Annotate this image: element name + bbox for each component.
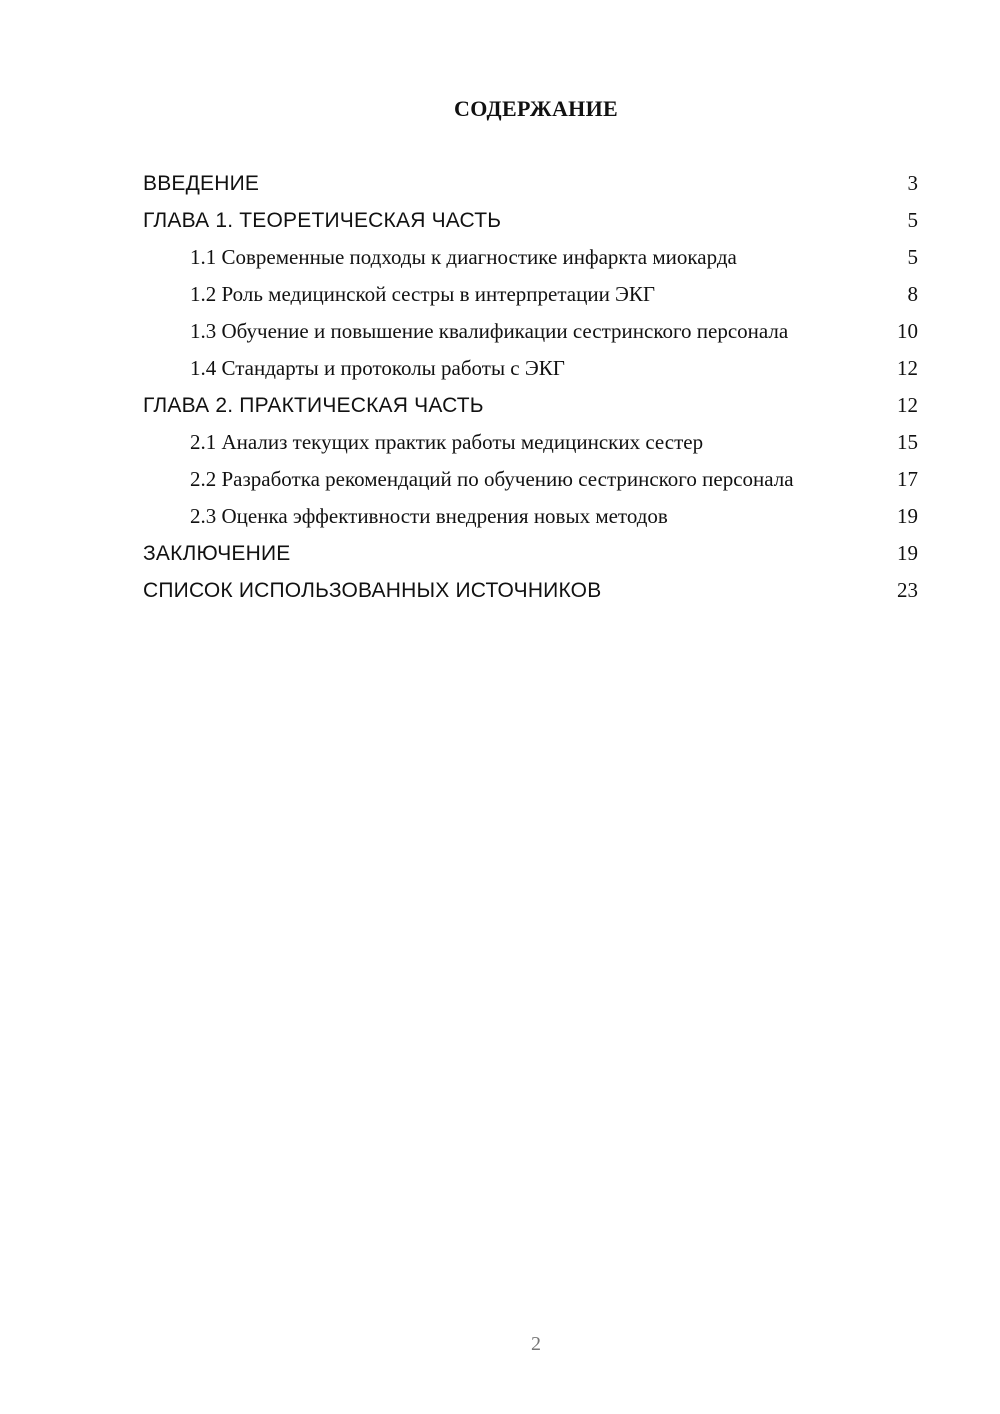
toc-entry-page: 23 xyxy=(897,578,918,602)
toc-entry[interactable] xyxy=(143,429,918,456)
toc-entry-page: 19 xyxy=(897,541,918,565)
toc-entry-label: ГЛАВА 2. ПРАКТИЧЕСКАЯ ЧАСТЬ xyxy=(143,394,484,417)
toc-entry-page: 8 xyxy=(907,282,918,306)
toc-entry-label: ВВЕДЕНИЕ xyxy=(143,172,260,195)
toc-entry-label: 1.1 Современные подходы к диагностике инфаркта миокарда xyxy=(190,245,737,269)
toc-entry-label: 2.1 Анализ текущих практик работы медицинских сестер xyxy=(190,430,704,454)
table-of-contents xyxy=(143,170,918,614)
toc-entry[interactable] xyxy=(143,503,918,530)
toc-entry[interactable] xyxy=(143,244,918,271)
toc-entry-page: 5 xyxy=(907,208,918,232)
toc-entry-page: 5 xyxy=(907,245,918,269)
toc-entry-page: 17 xyxy=(897,467,918,491)
toc-entry-label: СПИСОК ИСПОЛЬЗОВАННЫХ ИСТОЧНИКОВ xyxy=(143,579,602,602)
toc-entry-label: ГЛАВА 1. ТЕОРЕТИЧЕСКАЯ ЧАСТЬ xyxy=(143,209,502,232)
toc-entry[interactable] xyxy=(143,281,918,308)
toc-entry-label: ЗАКЛЮЧЕНИЕ xyxy=(143,542,291,565)
toc-entry-page: 12 xyxy=(897,356,918,380)
toc-entry-page: 12 xyxy=(897,393,918,417)
toc-entry-page: 19 xyxy=(897,504,918,528)
toc-entry-page: 3 xyxy=(907,171,918,195)
page-title: СОДЕРЖАНИЕ xyxy=(454,96,618,121)
toc-entry[interactable] xyxy=(143,318,918,345)
page-number: 2 xyxy=(531,1333,541,1355)
toc-entry[interactable] xyxy=(143,392,918,419)
toc-entry[interactable] xyxy=(143,540,918,567)
toc-entry[interactable] xyxy=(143,355,918,382)
toc-entry-label: 1.4 Стандарты и протоколы работы с ЭКГ xyxy=(190,356,565,380)
toc-entry-page: 10 xyxy=(897,319,918,343)
toc-entry[interactable] xyxy=(143,466,918,493)
toc-entry-label: 2.2 Разработка рекомендаций по обучению сестринского персонала xyxy=(190,467,794,491)
toc-entry[interactable] xyxy=(143,577,918,604)
toc-entry-label: 1.2 Роль медицинской сестры в интерпретации ЭКГ xyxy=(190,282,656,306)
toc-entry[interactable] xyxy=(143,207,918,234)
toc-entry[interactable] xyxy=(143,170,918,197)
toc-entry-page: 15 xyxy=(897,430,918,454)
toc-entry-label: 2.3 Оценка эффективности внедрения новых методов xyxy=(190,504,668,528)
toc-entry-label: 1.3 Обучение и повышение квалификации сестринского персонала xyxy=(190,319,789,343)
